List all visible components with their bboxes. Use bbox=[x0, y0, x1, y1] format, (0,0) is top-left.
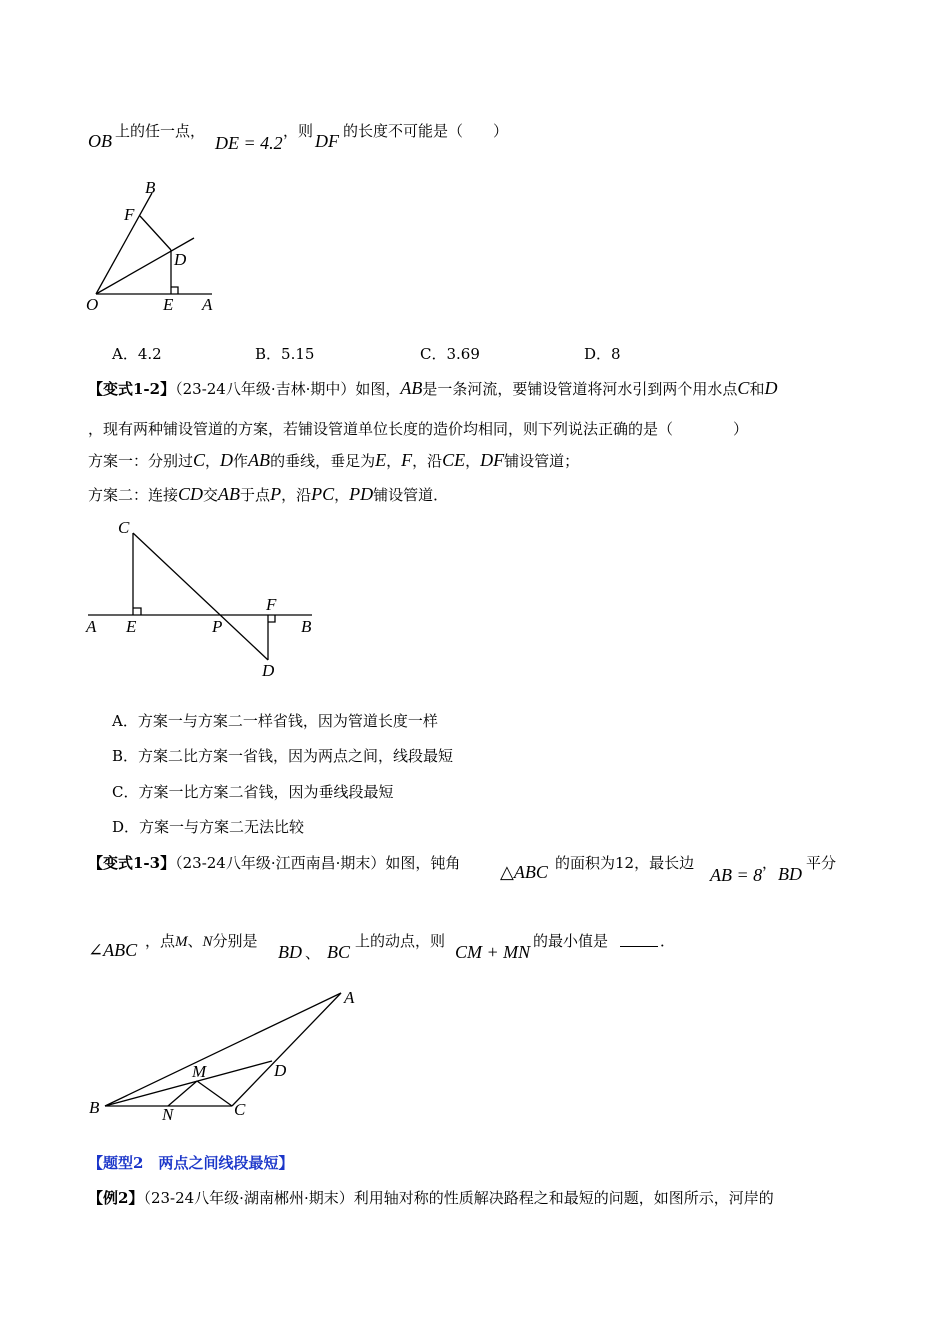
plan2-cd: CD bbox=[178, 484, 204, 504]
q1-option-c: C．3.69 bbox=[420, 345, 480, 363]
plan1-f: F bbox=[401, 450, 413, 470]
segment-ba bbox=[105, 993, 341, 1106]
plan1-ab: AB bbox=[248, 450, 271, 470]
q3-triangle: △ABC bbox=[500, 862, 548, 882]
q1-option-b: B．5.15 bbox=[255, 345, 315, 363]
label-a: A bbox=[344, 988, 355, 1007]
segment-df: DF bbox=[315, 131, 339, 151]
segment-bd bbox=[105, 1061, 272, 1106]
label-a: A bbox=[86, 617, 97, 636]
q3-line2-t3: 、 bbox=[305, 944, 321, 962]
label-n: N bbox=[162, 1105, 174, 1124]
q3-angle-abc: ∠ABC bbox=[88, 940, 138, 960]
label-c: C bbox=[118, 518, 130, 537]
q3-bc: BC bbox=[327, 942, 351, 962]
q2-option-a: A．方案一与方案二一样省钱，因为管道长度一样 bbox=[112, 712, 438, 730]
label-o: O bbox=[86, 295, 99, 314]
plan1-comma3: ， bbox=[465, 452, 481, 470]
label-d: D bbox=[174, 250, 187, 269]
q2-source: （23-24八年级·吉林·期中） bbox=[175, 380, 356, 398]
label-p: P bbox=[212, 617, 223, 636]
plan1-t2: 作 bbox=[233, 452, 249, 470]
ex2-source: （23-24八年级·湖南郴州·期末） bbox=[143, 1189, 354, 1207]
plan2-t4: ，沿 bbox=[281, 486, 312, 504]
plan2-ab: AB bbox=[218, 484, 241, 504]
q3-line2-sep: 、 bbox=[187, 932, 203, 950]
q3-point-n: N bbox=[202, 934, 213, 950]
q3-line2-t5: 的最小值是 bbox=[533, 932, 609, 950]
plan1-df: DF bbox=[480, 450, 505, 470]
segment-mc bbox=[197, 1081, 232, 1106]
q3-line2-t4: 上的动点，则 bbox=[355, 932, 446, 950]
q1-stem-text-3: 的长度不可能是（ ） bbox=[343, 122, 509, 140]
plan2-t3: 于点 bbox=[240, 486, 271, 504]
q1-stem-text-2: ，则 bbox=[283, 122, 314, 140]
plan1-t5: 铺设管道； bbox=[504, 452, 580, 470]
q3-bd-2: BD bbox=[278, 942, 302, 962]
plan2-t5: 铺设管道． bbox=[373, 486, 449, 504]
q2-text-2: 是一条河流，要铺设管道将河水引到两个用水点 bbox=[422, 380, 738, 398]
q3-text-4: 平分 bbox=[806, 854, 837, 872]
q3-bd: BD bbox=[778, 864, 802, 884]
plan1-ce: CE bbox=[442, 450, 466, 470]
q2-option-c: C．方案一比方案二省钱，因为垂线段最短 bbox=[112, 783, 394, 801]
ex2-tag: 【例2】 bbox=[88, 1189, 144, 1207]
section-title: 【题型2 两点之间线段最短】 bbox=[88, 1154, 294, 1172]
plan2-comma: ， bbox=[334, 486, 350, 504]
plan1-comma: ， bbox=[205, 452, 221, 470]
plan1-e: E bbox=[375, 450, 387, 470]
q3-source: （23-24八年级·江西南昌·期末） bbox=[175, 854, 386, 872]
q2-text-3: 和 bbox=[749, 380, 765, 398]
q3-text-1: 如图，钝角 bbox=[385, 854, 461, 872]
plan1-comma2: ， bbox=[386, 452, 402, 470]
label-b: B bbox=[145, 178, 156, 197]
q3-expression: CM + MN bbox=[455, 942, 531, 962]
q3-point-m: M bbox=[175, 934, 188, 950]
label-a: A bbox=[202, 295, 213, 314]
plan1-t3: 的垂线，垂足为 bbox=[270, 452, 376, 470]
label-f: F bbox=[266, 595, 277, 614]
plan1-t4: ，沿 bbox=[412, 452, 443, 470]
q3-line2-t1: ，点 bbox=[145, 932, 176, 950]
q3-text-3: ， bbox=[762, 854, 778, 872]
q3-tag: 【变式1-3】 bbox=[88, 854, 176, 872]
q3-line2-t6: ． bbox=[660, 932, 676, 950]
segment-ac bbox=[232, 993, 341, 1106]
ex2-text: 利用轴对称的性质解决路程之和最短的问题，如图所示，河岸的 bbox=[353, 1189, 774, 1207]
q3-line2-t2: 分别是 bbox=[212, 932, 258, 950]
label-f: F bbox=[124, 205, 135, 224]
q2-line-2: ，现有两种铺设管道的方案，若铺设管道单位长度的造价均相同，则下列说法正确的是（ ） bbox=[88, 420, 749, 438]
plan2-t2: 交 bbox=[203, 486, 219, 504]
plan1-d: D bbox=[220, 450, 234, 470]
label-m: M bbox=[192, 1062, 207, 1081]
plan2-pd: PD bbox=[349, 484, 374, 504]
q2-tag: 【变式1-2】 bbox=[88, 380, 176, 398]
q1-stem-text-1: 上的任一点， bbox=[115, 122, 206, 140]
label-c: C bbox=[234, 1100, 246, 1119]
q2-point-c: C bbox=[737, 378, 750, 398]
label-d: D bbox=[262, 661, 275, 680]
equation-de: DE = 4.2 bbox=[215, 133, 283, 153]
label-b: B bbox=[89, 1098, 100, 1117]
label-e: E bbox=[163, 295, 174, 314]
q3-equation-ab: AB = 8 bbox=[710, 865, 763, 885]
q1-option-d: D．8 bbox=[584, 345, 621, 363]
label-b: B bbox=[301, 617, 312, 636]
label-d: D bbox=[274, 1061, 287, 1080]
plan2-p: P bbox=[270, 484, 282, 504]
q2-option-b: B．方案二比方案一省钱，因为两点之间，线段最短 bbox=[112, 747, 454, 765]
plan2-t1: 方案二：连接 bbox=[88, 486, 179, 504]
plan1-t1: 方案一：分别过 bbox=[88, 452, 194, 470]
q2-ab: AB bbox=[400, 378, 423, 398]
q2-option-d: D．方案一与方案二无法比较 bbox=[112, 818, 305, 836]
plan1-c: C bbox=[193, 450, 206, 470]
q3-text-2: 的面积为12，最长边 bbox=[555, 854, 695, 872]
segment-ob: OB bbox=[88, 131, 112, 151]
plan2-pc: PC bbox=[311, 484, 335, 504]
q1-option-a: A．4.2 bbox=[112, 345, 162, 363]
q2-point-d: D bbox=[764, 378, 778, 398]
q2-text-1: 如图， bbox=[355, 380, 401, 398]
label-e: E bbox=[126, 617, 137, 636]
